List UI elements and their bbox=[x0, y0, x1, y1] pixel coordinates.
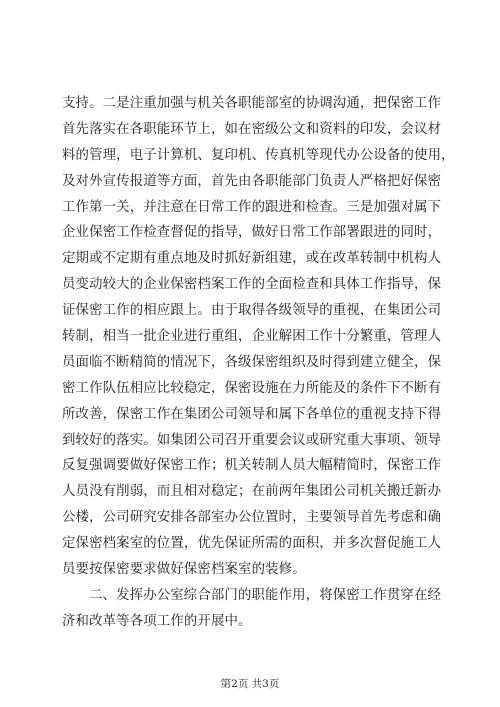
paragraph-1-line: 企业保密工作检查督促的指导，做好日常工作部署跟进的同时， bbox=[62, 225, 442, 241]
paragraph-1-line: 公楼，公司研究安排各部室办公位置时，主要领导首先考虑和确 bbox=[62, 510, 442, 526]
paragraph-1-line: 员要按保密要求做好保密档案室的装修。 bbox=[62, 562, 306, 578]
page-number-footer: 第2页 共3页 bbox=[220, 678, 280, 690]
paragraph-1-line: 支持。二是注重加强与机关各职能部室的协调沟通，把保密工作 bbox=[62, 96, 442, 111]
paragraph-1-line: 所改善，保密工作在集团公司领导和属下各单位的重视支持下得 bbox=[62, 406, 442, 422]
paragraph-1-line: 到较好的落实。如集团公司召开重要会议或研究重大事项、领导 bbox=[62, 432, 442, 448]
paragraph-1-line: 证保密工作的相应跟上。由于取得各级领导的重视，在集团公司 bbox=[62, 303, 442, 319]
paragraph-1-line: 转制，相当一批企业进行重组，企业解困工作十分繁重，管理人 bbox=[62, 329, 442, 345]
paragraph-1-line: 反复强调要做好保密工作；机关转制人员大幅精简时，保密工作 bbox=[62, 458, 442, 474]
paragraph-1-line: 员变动较大的企业保密档案工作的全面检查和具体工作指导，保 bbox=[62, 277, 442, 293]
paragraph-1-line: 料的管理，电子计算机、复印机、传真机等现代办公设备的使用， bbox=[62, 147, 455, 163]
paragraph-1-line: 工作第一关，并注意在日常工作的跟进和检查。三是加强对属下 bbox=[62, 199, 442, 215]
paragraph-2-line: 济和改革等各项工作的开展中。 bbox=[62, 613, 252, 629]
paragraph-2-line: 二、发挥办公室综合部门的职能作用，将保密工作贯穿在经 bbox=[89, 587, 442, 603]
paragraph-1-line: 定保密档案室的位置，优先保证所需的面积，并多次督促施工人 bbox=[62, 536, 442, 552]
paragraph-1-line: 人员没有削弱，而且相对稳定；在前两年集团公司机关搬迁新办 bbox=[62, 484, 442, 500]
paragraph-1-line: 员面临不断精简的情况下，各级保密组织及时得到建立健全，保 bbox=[62, 354, 442, 370]
document-body bbox=[62, 91, 455, 635]
paragraph-1-line: 首先落实在各职能环节上，如在密级公文和资料的印发，会议材 bbox=[62, 121, 442, 137]
paragraph-1-line: 及对外宣传报道等方面，首先由各职能部门负责人严格把好保密 bbox=[62, 173, 442, 189]
paragraph-1-line: 定期或不定期有重点地及时抓好新组建，或在改革转制中机构人 bbox=[62, 251, 442, 267]
paragraph-1-line: 密工作队伍相应比较稳定，保密设施在力所能及的条件下不断有 bbox=[62, 380, 442, 396]
